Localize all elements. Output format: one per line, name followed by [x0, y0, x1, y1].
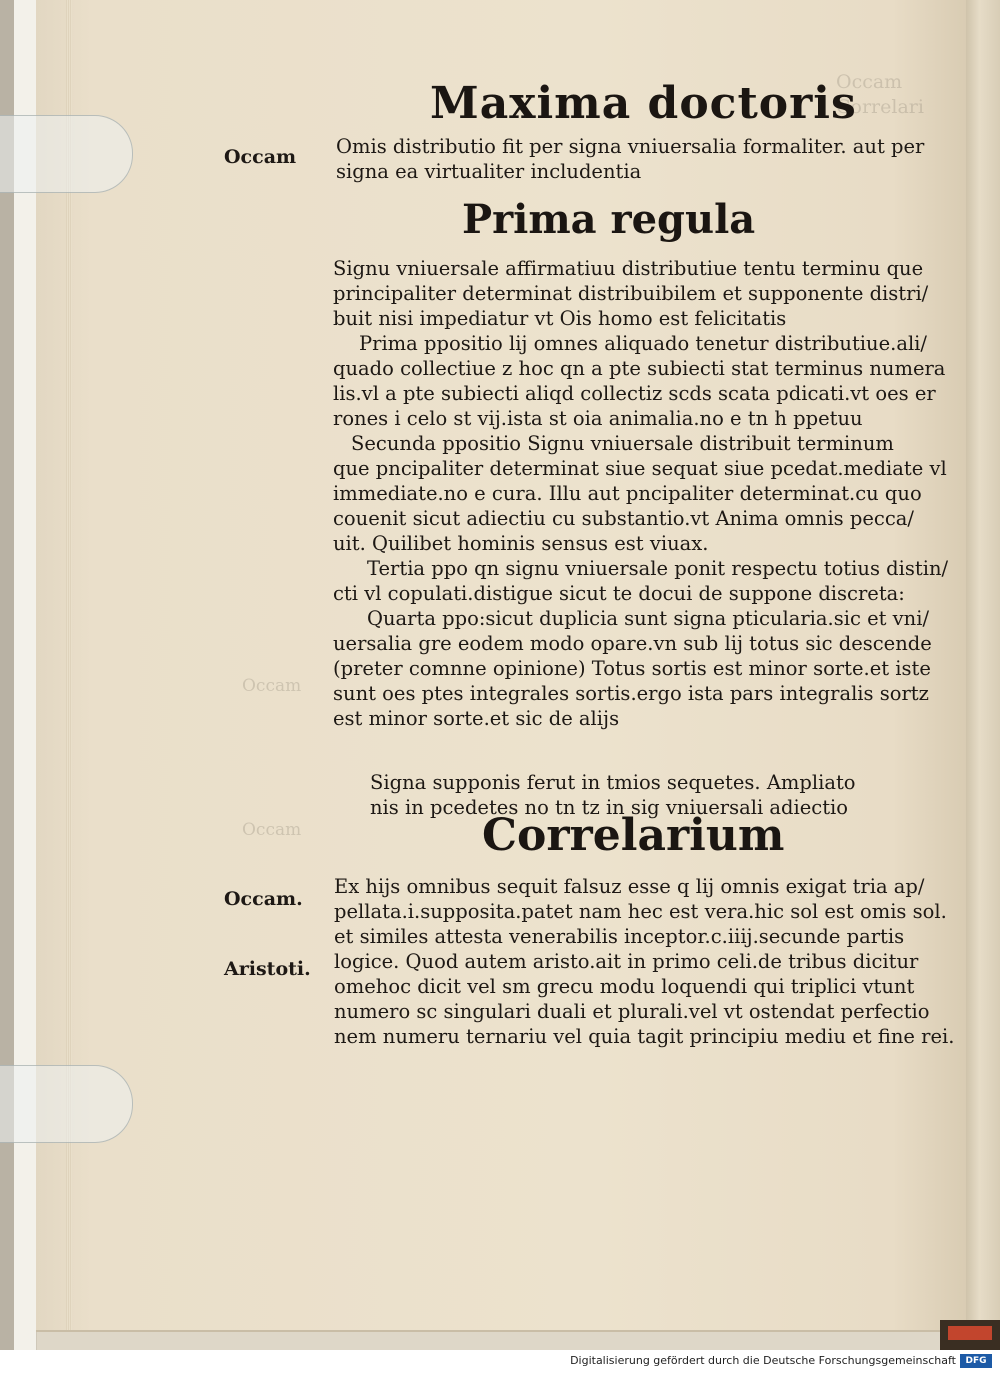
- margin-note-aristoti: Aristoti.: [224, 958, 311, 980]
- ghost-line: Occam: [242, 820, 302, 840]
- text-line: Quarta ppo:sicut duplicia sunt signa pticularia.sic et vni/: [367, 607, 930, 630]
- text-line: buit nisi impediatur vt Ois homo est felicitatis: [333, 307, 787, 330]
- paragraph-correlarium: [334, 874, 954, 1049]
- text-line: Signu vniuersale affirmatiuu distributiue tentu terminu que: [333, 257, 924, 280]
- text-line: couenit sicut adiectiu cu substantio.vt Anima omnis pecca/: [333, 507, 914, 530]
- text-line: est minor sorte.et sic de alijs: [333, 707, 620, 730]
- text-line: (preter comnne opinione) Totus sortis est minor sorte.et iste: [333, 657, 931, 680]
- text-line: lis.vl a pte subiecti aliqd collectiz scds scata pdicati.vt oes er: [333, 382, 936, 405]
- binding-red-tab: [948, 1326, 992, 1340]
- text-line: que pncipaliter determinat siue sequat siue pcedat.mediate vl: [333, 457, 947, 480]
- holding-strap-bottom: [0, 1065, 133, 1143]
- book-cover-edge: [0, 0, 14, 1350]
- text-line: numero sc singulari duali et plurali.vel vt ostendat perfectio: [334, 1000, 930, 1023]
- ghost-line: Correlari: [836, 96, 924, 118]
- text-line: rones i celo st vij.ista st oia animalia.no e tn h ppetuu: [333, 407, 863, 430]
- heading-correlarium: Correlarium: [482, 810, 785, 861]
- dfg-logo: DFG: [960, 1354, 992, 1368]
- text-line: quado collectiue z hoc qn a pte subiecti stat terminus numera: [333, 357, 946, 380]
- text-line: Signa supponis ferut in tmios sequetes. Ampliato: [370, 771, 856, 794]
- ghost-line: Occam: [242, 676, 302, 696]
- text-line: sunt oes ptes integrales sortis.ergo ista pars integralis sortz: [333, 682, 929, 705]
- text-line: Prima ppositio lij omnes aliquado tenetur distributiue.ali/: [359, 332, 927, 355]
- paragraph-prima-regula: [333, 256, 948, 731]
- text-line: signa ea virtualiter includentia: [336, 160, 642, 183]
- paragraph-maxima: [336, 134, 924, 184]
- text-line: pellata.i.supposita.patet nam hec est vera.hic sol est omis sol.: [334, 900, 947, 923]
- ghost-line: Occam: [836, 71, 903, 93]
- text-line: Secunda ppositio Signu vniuersale distribuit terminum: [351, 432, 894, 455]
- mounting-board: [14, 0, 37, 1350]
- footer-bar: [0, 1350, 1000, 1373]
- text-line: Ex hijs omnibus sequit falsuz esse q lij omnis exigat tria ap/: [334, 875, 925, 898]
- margin-note-occam: Occam: [224, 146, 297, 168]
- text-line: omehoc dicit vel sm grecu modu loquendi qui triplici vtunt: [334, 975, 915, 998]
- funding-note: Digitalisierung gefördert durch die Deutsche Forschungsgemeinschaft: [570, 1354, 956, 1367]
- text-line: principaliter determinat distribuibilem et supponente distri/: [333, 282, 929, 305]
- margin-note-occam: Occam.: [224, 888, 303, 910]
- text-line: cti vl copulati.distigue sicut te docui de suppone discreta:: [333, 582, 905, 605]
- facing-page-edge: [966, 0, 1000, 1350]
- text-line: immediate.no e cura. Illu aut pncipaliter determinat.cu quo: [333, 482, 922, 505]
- text-line: uit. Quilibet hominis sensus est viuax.: [333, 532, 709, 555]
- text-line: et similes attesta venerabilis inceptor.c.iiij.secunde partis: [334, 925, 905, 948]
- text-line: uersalia gre eodem modo opare.vn sub lij totus sic descende: [333, 632, 932, 655]
- text-line: nis in pcedetes no tn tz in sig vniuersali adiectio: [370, 796, 849, 819]
- heading-prima-regula: Prima regula: [462, 196, 756, 243]
- text-line: Tertia ppo qn signu vniuersale ponit respectu totius distin/: [367, 557, 949, 580]
- text-line: Omis distributio fit per signa vniuersalia formaliter. aut per: [336, 135, 925, 158]
- heading-maxima-doctoris: Maxima doctoris: [430, 78, 857, 129]
- text-line: logice. Quod autem aristo.ait in primo celi.de tribus dicitur: [334, 950, 919, 973]
- holding-strap-top: [0, 115, 133, 193]
- text-line: nem numeru ternariu vel quia tagit principiu mediu et fine rei.: [334, 1025, 955, 1048]
